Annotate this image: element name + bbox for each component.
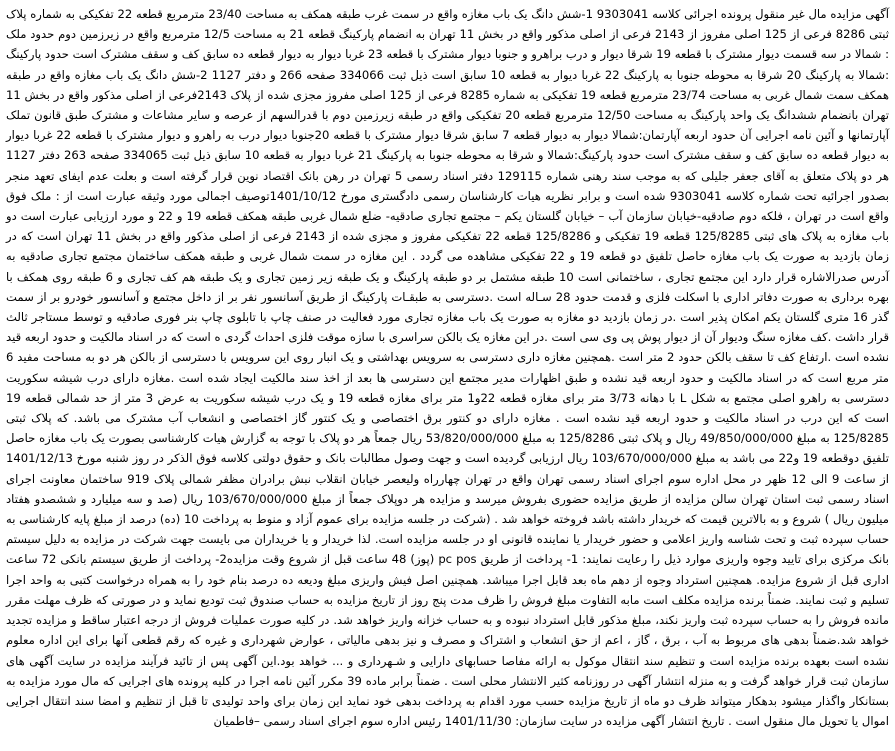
auction-notice-text: آگهی مزایده مال غیر منقول پرونده اجرائی کلاسه 9303041 1-شش دانگ یک باب مغازه واقع در سمت غرب طبقه همکف به مساحت 23/40 مترمربع قطعه 22 تفکیکی به شماره پلاک ثبتی 8286 فرعی از 125 اصلی مفروز از 2143 فرعی از اصلی مذکور واقع در بخش 11 تهران به انضمام پارکینگ قطعه 21 به مساحت 12/5 مترمربع واقع در زیرزمین دوم حدود ملک : شمالا در سه قسمت دیوار مشترک با قطعه 19 شرقا دیوار و درب براهرو و جنوبا دیوار مشترک با قطعه 23 غربا دیوار به دیوار قطعه ده سابق کف و سقف مشترک است حدود پارکینگ :شمالا به پارکینگ 20 شرقا به محوطه جنوبا به پارکینگ 22 غربا دیوار به قطعه 10 سابق است ذیل ثبت 334066 صفحه 266 و دفتر 1127 2-شش دانگ یک باب مغازه واقع در طبقه همکف سمت شمال غربی به مساحت 23/74 مترمربع قطعه 19 تفکیکی به شماره 8285 فرعی از 125 اصلی مفروز مجزی شده از پلاک 2143فرعی از اصلی مذکور واقع در بخش 11 تهران بانضمام ششدانگ یک واحد پارکینگ به مساحت 12/50 مترمربع قطعه 20 تفکیکی واقع در طبقه زیرزمین دوم با قدرالسهم از عرصه و سایر مشاعات و مشترک طبق قانون تملک آپارتمانها و آئین نامه اجرایی آن حدود اربعه آپارتمان:شمالا دیوار به دیوار قطعه 7 سابق شرقا دیوار مشترک با قطعه 20جنوبا دیوار درب به راهرو و دیوار مشترک با قطعه 22 غربا دیوار به دیوار قطعه ده سابق کف و سقف مشترک است حدود پارکینگ:شمالا و شرقا به محوطه جنوبا به پارکینگ 21 غربا دیوار به قطعه 10 سابق ذیل ثبت 334065 صفحه 263 دفتر 1127 هر دو پلاک متعلق به آقای جعفر جلیلی که به موجب سند رهنی شماره 129115 دفتر اسناد رسمی 5 تهران در رهن بانک اقتصاد نوین قرار گرفته است و بعلت عدم ایفای تعهد منجر بصدور اجرائیه تحت شماره کلاسه 9303041 شده است و برابر نظریه هیات کارشناسان رسمی دادگستری مورخ 1401/10/12توصیف اجمالی مورد وثیقه عبارت است از : ملک فوق واقع است در تهران ، فلکه دوم صادقیه-خیابان سازمان آب – خیابان گلستان یکم – مجتمع تجاری صادقیه- ضلع شمال غربی طبقه همکف قطعه 19 و 22 و مورد ارزیابی عبارت است دو باب مغازه به پلاک های ثبتی 125/8285 قطعه 19 تفکیکی و 125/8286 قطعه 22 تفکیکی مفروز و مجزی شده از 2143 فرعی از اصلی مذکور واقع در بخش 11 تهران است که در زمان بازدید به صورت یک باب مغازه حاصل تلفیق دو قطعه 19 و 22 تفکیکی مشاهده می گردد . این مغازه در سمت شمال غربی و طبقه همکف ساختمان مجتمع تجاری صادقیه به آدرس صدرالاشاره قرار دارد این مجتمع تجاری ، ساختمانی است 10 طبقه مشتمل بر دو طبقه پارکینگ و یک طبقه زیر زمین تجاری و یک طبقه هم کف تجاری و 6 طبقه روی همکف با بهره برداری به صورت دفاتر اداری با اسکلت فلزی و قدمت حدود 28 سـاله است .دسترسی به طبقـات پارکینگ از طریق آسانسور نفر بر از داخل مجتمع و آسانسور خودرو بر از سمت گذر 16 متری گلستان یکم امکان پذیر است .در زمان بازدید دو مغازه به صورت یک باب مغازه تجاری مورد فعالیت در صنف چاپ با تابلوی چاپ بنر فوری صادقیه و توسط مستاجر ثالث قرار داشت .کف مغازه سنگ ودیوار آن از دیوار پوش پی وی سی است .در این مغازه یک بالکن سراسری با سازه موقت فلزی احداث گردی ه است که در اسناد مالکیت و حدود اربعه قید نشده است .ارتفاع کف تا سقف بالکن حدود 2 متر است .همچنین مغازه داری دسترسی به سرویس بهداشتی و یک انبار روی این سرویس با دسترسی از بالکن هر دو به مساحت مفید 6 متر مربع است که در اسناد مالکیت و حدود اربعه قید نشده و طبق اظهارات مدیر مجتمع این دسترسی ها بعد از اخذ سند مالکیت ایجاد شده است .مغازه دارای درب شیشه سکوریت دسترسی به راهرو اصلی مجتمع به شکل L با دهانه 3/73 متر برای مغازه قطعه 22و1 متر برای مغازه قطعه 19 و یک درب شیشه سکوریت به عرض 3 متر از حد شمالی قطعه 19 است که این درب در اسناد مالکیت و حدود اربعه قید نشده است . مغازه دارای دو کنتور برق اختصاصی و یک کنتور گاز اختصاصی و انشعاب آب مشترک می باشد. که پلاک ثبتی 125/8285 به مبلغ 49/850/000/000 ریال و پلاک ثبتی 125/8286 به مبلغ 53/820/000/000 ریال جمعاً هر دو پلاک با توجه به گزارش هیات کارشناسی بصورت یک باب مغازه حاصل تلفیق دوقطعه 19 و22 می باشد به مبلغ 103/670/000/000 ریال ارزیابی گردیده است و جهت وصول مطالبات بانک و حقوق دولتی کلاسه فوق الذکر در روز شنبه مورخ 1401/12/13 از ساعت 9 الی 12 ظهر در محل اداره سوم اجرای اسناد رسمی تهران واقع در تهران چهارراه ولیعصر خیابان انقلاب نبش برادران مظفر شمالی پلاک 919 ساختمان معاونت اجرای اسناد رسمی ثبت استان تهران سالن مزایده از طریق مزایده حضوری بفروش میرسد و مزایده هر دوپلاک جمعاً از مبلغ 103/670/000/000 ریال (صد و سه میلیارد و ششصدو هفتاد میلیون ریال ) شروع و به بالاترین قیمت که خریدار داشته باشد فروخته خواهد شد . (شرکت در جلسه مزایده برای عموم آزاد و منوط به پرداخت 10 (ده) درصد از مبلغ پایه کارشناسی به حساب سپرده ثبت و تحت شناسه واریز اعلامی و حضور خریدار یا نماینده قانونی او در جلسه مزایده است. لذا خریدار و یا خریداران می بایست جهت شرکت در مزایده به دلیل سیستم بانک مرکزی برای تایید وجوه واریزی موارد ذیل را رعایت نمایند: 1- پرداخت از طریق pc pos (پوز) 48 ساعت قبل از شروع وقت مزایده2- پرداخت از طریق سیستم بانکی 72 ساعت اداری قبل از شروع مزایده. همچنین استرداد وجوه از دهم ماه بعد قابل اجرا میباشد. همچنین اصل فیش واریزی مبلغ ودیعه ده درصد بنام خود را به همراه درخواست کتبی به واحد اجرا تسلیم و ثبت نمایند. ضمناً برنده مزایده مکلف است مابه التفاوت مبلغ فروش را ظرف مدت پنج روز از تاریخ مزایده به حساب صندوق ثبت تودیع نماید و در صورتی که ظرف مهلت مقرر مانده فروش را به حساب سپرده ثبت واریز نکند، مبلغ مذکور قابل استرداد نبوده و به حساب خزانه واریز خواهد شد. در کلیه صورت عملیات فروش از درجه اعتبار ساقط و مزایده تجدید خواهد شد.ضمناً بدهی های مربوط به آب ، برق ، گاز ، اعم از حق انشعاب و اشتراک و مصرف و نیز بدهی مالیاتی ، عوارض شهرداری و غیره که رقم قطعی آنها برای این اداره معلوم نشده است بعهده برنده مزایده است و تنظیم سند انتقال موکول به ارائه مفاصا حسابهای دارایی و شـهرداری و ... خواهد بود.این آگهی پس از تائید فرآیند مزایده در سایت آگهی های سازمان ثبت قرار خواهد گرفت و به منزله انتشار آگهی در روزنامه کثیر الانتشار محلی است . ضمناً برابر ماده 39 مکرر آئین نامه اجرا در کلیه پرونده های اجرایی که مال مورد مزایده به بستانکار واگذار میشود بدهکار میتواند ظرف دو ماه از تاریخ مزایده حسب مورد اقدام به پرداخت بدهی خود نماید این زمان برای واحد تولیدی تا قبل از تنظیم و امضا سند انتقال اجرایی اموال یا تحویل مال منقول است . تاریخ انتشار آگهی مزایده در سایت سازمان: 1401/11/30 رئیس اداره سوم اجرای اسناد رسمی –فاطمیان	[6, 7, 890, 729]
